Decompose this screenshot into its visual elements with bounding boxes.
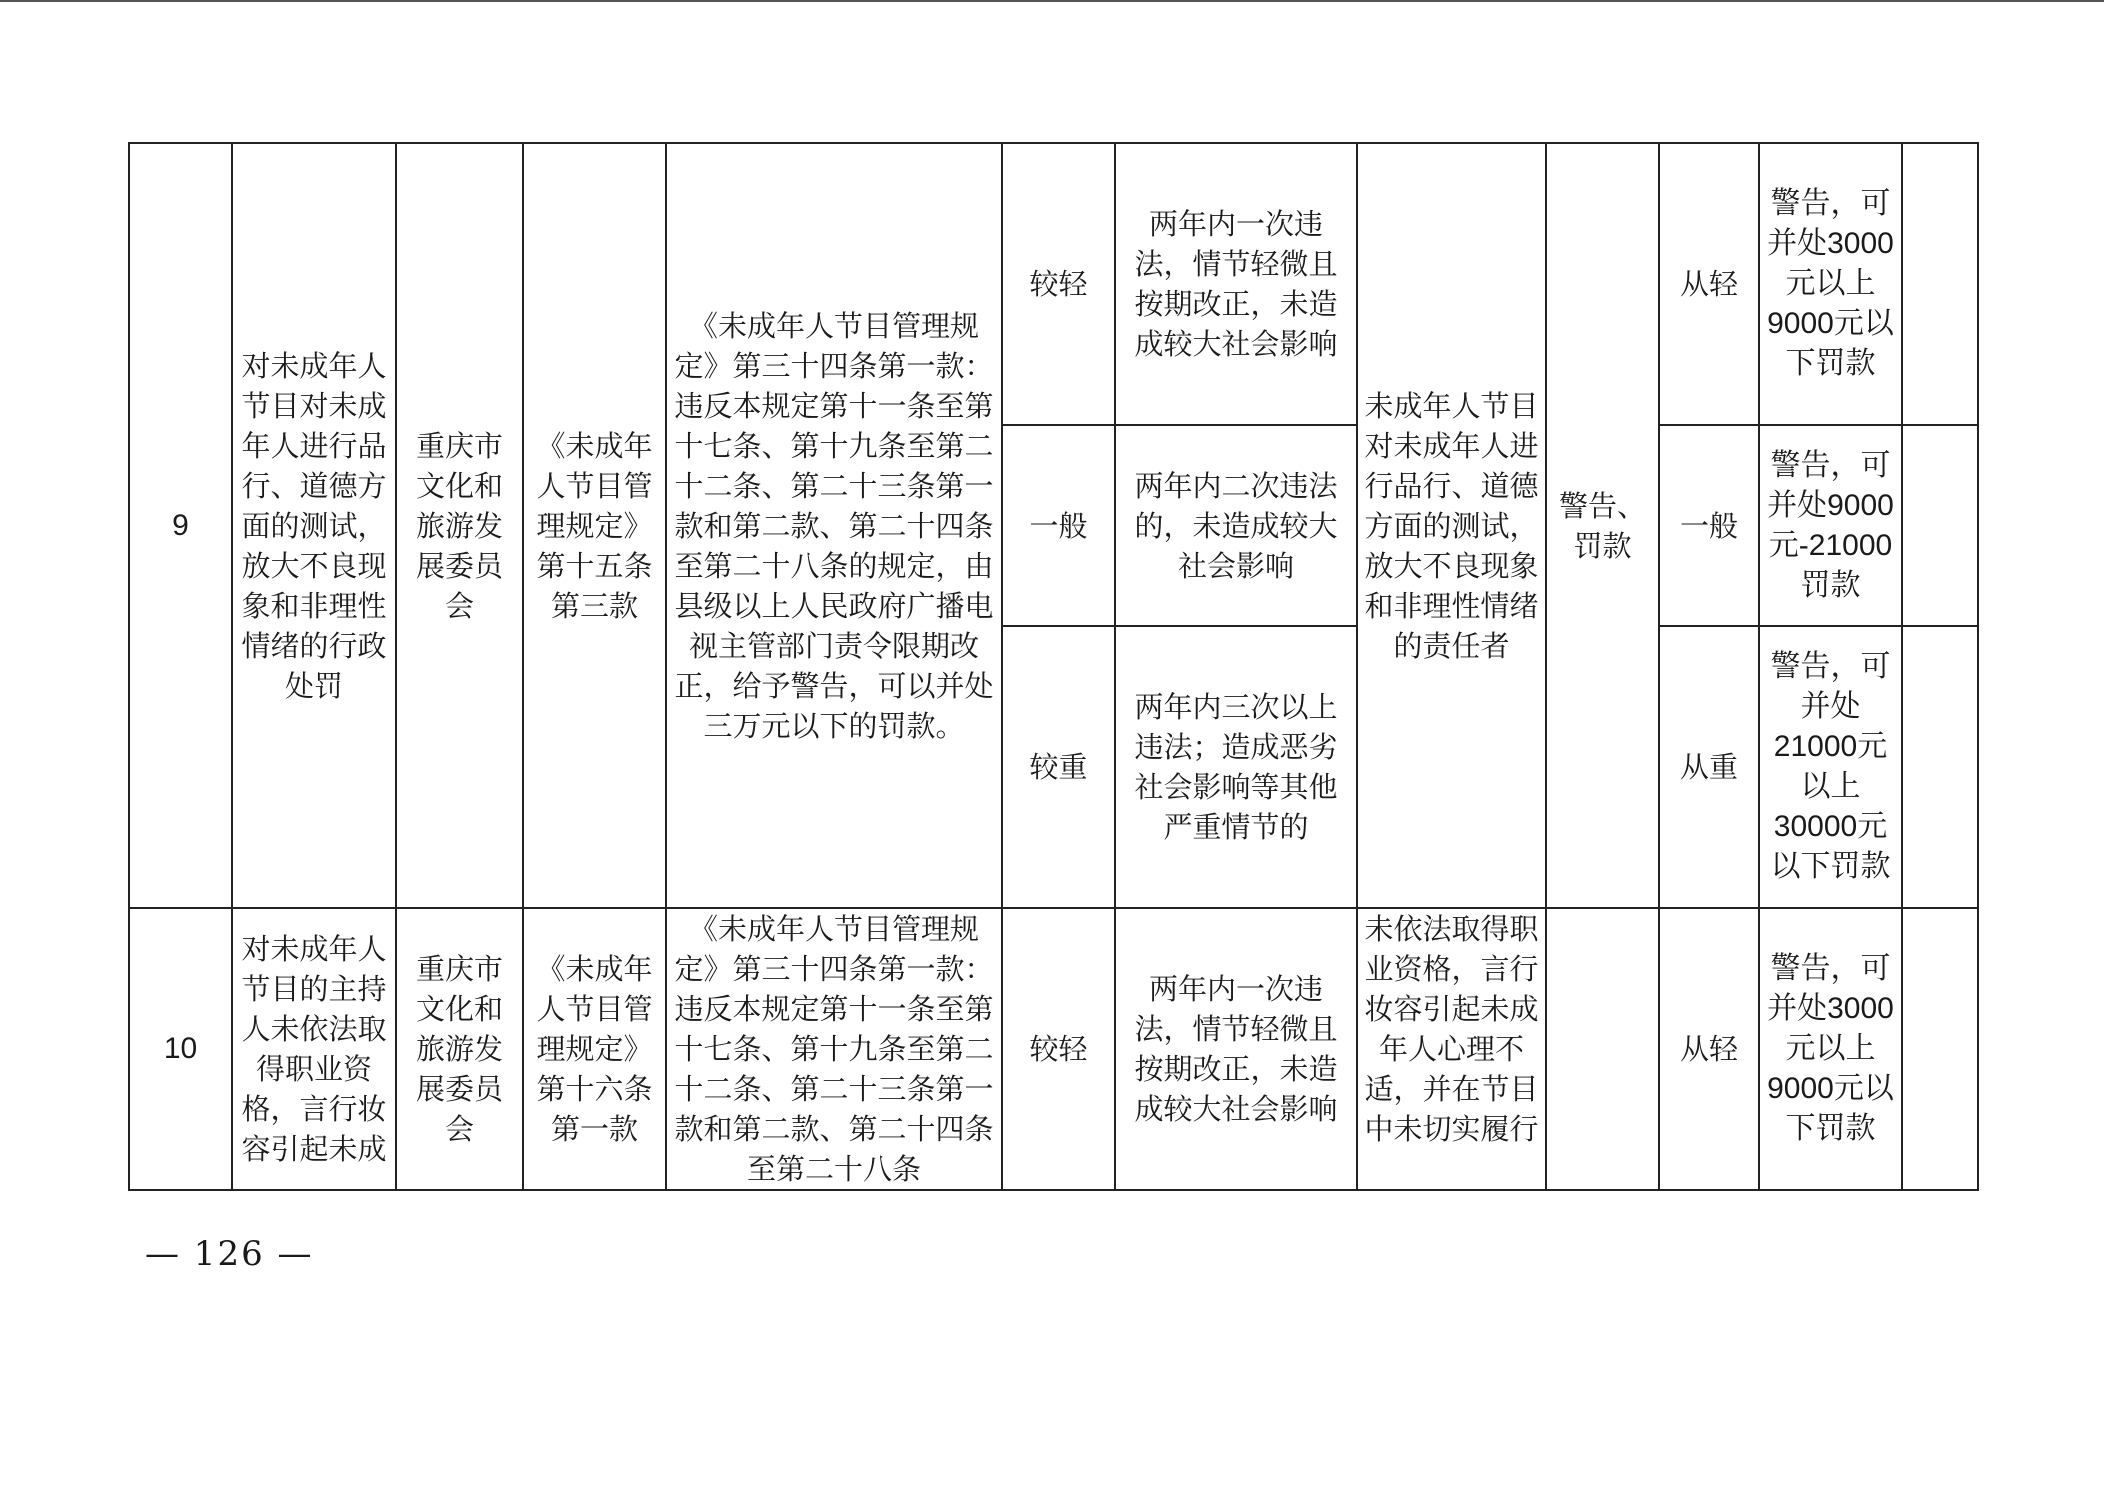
legal-basis-full: 《未成年人节目管理规定》第三十四条第一款：违反本规定第十一条至第十七条、第十九条至第二十二条、第二十三条第一款和第二款、第二十四条至第二十八条	[666, 908, 1002, 1190]
penalty-grade: 从轻	[1659, 908, 1759, 1190]
liable-subject: 未依法取得职业资格，言行妆容引起未成年人心理不适，并在节目中未切实履行	[1357, 908, 1546, 1190]
remarks-cell	[1902, 425, 1978, 626]
table-row	[129, 143, 1978, 425]
row-number: 9	[129, 143, 232, 908]
liable-subject: 未成年人节目对未成年人进行品行、道德方面的测试，放大不良现象和非理性情绪的责任者	[1357, 143, 1546, 908]
legal-basis-short: 《未成年人节目管理规定》第十五条第三款	[523, 143, 666, 908]
remarks-cell	[1902, 626, 1978, 908]
penalty-type	[1546, 908, 1659, 1190]
enforcement-authority: 重庆市文化和旅游发展委员会	[396, 143, 523, 908]
table-row	[129, 908, 1978, 1190]
legal-basis-full: 《未成年人节目管理规定》第三十四条第一款：违反本规定第十一条至第十七条、第十九条至第二十二条、第二十三条第一款和第二款、第二十四条至第二十八条的规定，由县级以上人民政府广播电视主管部门责令限期改正，给予警告，可以并处三万元以下的罚款。	[666, 143, 1002, 908]
penalty-grade: 从轻	[1659, 143, 1759, 425]
legal-basis-short: 《未成年人节目管理规定》第十六条第一款	[523, 908, 666, 1190]
circumstance: 两年内一次违法，情节轻微且按期改正，未造成较大社会影响	[1115, 143, 1357, 425]
top-rule	[0, 0, 2104, 2]
penalty-grade: 一般	[1659, 425, 1759, 626]
row-number: 10	[129, 908, 232, 1190]
circumstance: 两年内三次以上违法；造成恶劣社会影响等其他严重情节的	[1115, 626, 1357, 908]
severity-level: 较重	[1002, 626, 1115, 908]
circumstance: 两年内一次违法，情节轻微且按期改正，未造成较大社会影响	[1115, 908, 1357, 1190]
enforcement-authority: 重庆市文化和旅游发展委员会	[396, 908, 523, 1190]
violation-item: 对未成年人节目对未成年人进行品行、道德方面的测试，放大不良现象和非理性情绪的行政处罚	[232, 143, 396, 908]
severity-level: 较轻	[1002, 908, 1115, 1190]
penalty-standard: 警告，可并处3000元以上9000元以下罚款	[1759, 908, 1902, 1190]
penalty-standard: 警告，可并处9000元-21000罚款	[1759, 425, 1902, 626]
remarks-cell	[1902, 908, 1978, 1190]
penalty-grade: 从重	[1659, 626, 1759, 908]
penalty-type: 警告、罚款	[1546, 143, 1659, 908]
penalty-standard: 警告，可并处21000元以上30000元以下罚款	[1759, 626, 1902, 908]
severity-level: 较轻	[1002, 143, 1115, 425]
penalty-standard: 警告，可并处3000元以上9000元以下罚款	[1759, 143, 1902, 425]
severity-level: 一般	[1002, 425, 1115, 626]
violation-item: 对未成年人节目的主持人未依法取得职业资格，言行妆容引起未成	[232, 908, 396, 1190]
page-number: — 126 —	[145, 1234, 314, 1274]
penalty-standards-table	[128, 142, 1979, 1191]
remarks-cell	[1902, 143, 1978, 425]
circumstance: 两年内二次违法的，未造成较大社会影响	[1115, 425, 1357, 626]
